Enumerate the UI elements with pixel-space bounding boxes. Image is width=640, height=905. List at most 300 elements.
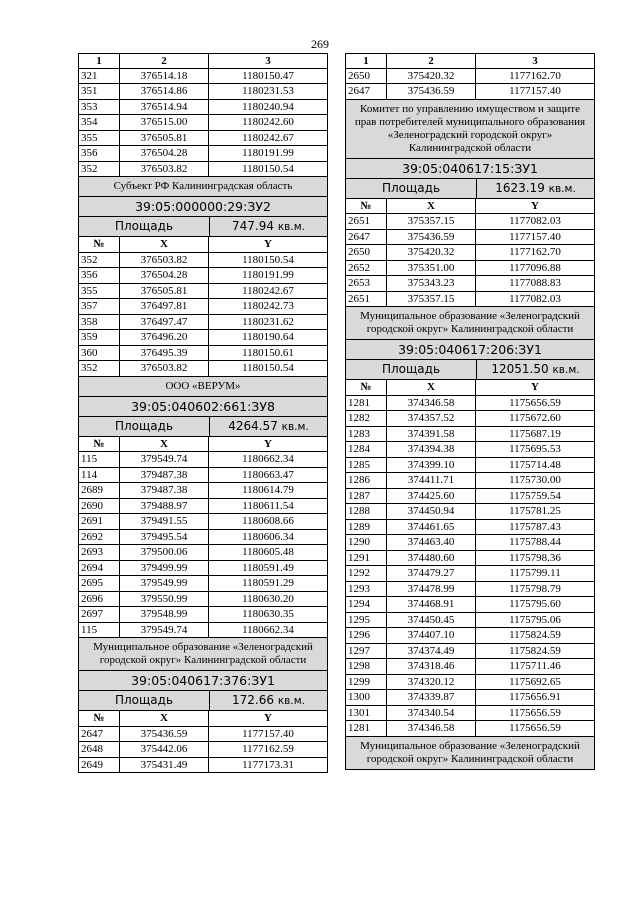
x-coordinate-cell: 379548.99 [120,607,209,622]
table-row [345,597,595,613]
x-coordinate-cell: 379549.74 [120,452,209,467]
point-number-cell: 321 [79,69,120,84]
point-number-cell: 1281 [346,721,387,736]
x-coordinate-cell: 374463.40 [387,535,476,550]
cadastral-number: 39:05:040617:15:ЗУ1 [345,159,595,179]
x-coordinate-cell: 375436.59 [387,230,476,245]
y-coordinate-cell: 1180662.34 [242,623,294,636]
table-row [78,530,328,546]
table-row [345,551,595,567]
area-unit: кв.м. [548,182,576,195]
x-coordinate-cell: 379549.99 [120,576,209,591]
y-coordinate-cell: 1177157.40 [509,230,561,243]
table-row [345,520,595,536]
coordinate-header-row [78,437,328,453]
area-value-cell [210,417,327,436]
x-coordinate-cell: 374450.94 [387,504,476,519]
x-coordinate-cell: 375343.23 [387,276,476,291]
table-row [345,276,595,292]
area-value-cell [477,360,594,379]
table-row [78,592,328,608]
right-column [345,53,595,770]
table-row [345,644,595,660]
y-coordinate-cell: 1175798.79 [509,582,561,595]
y-coordinate-cell: 1180150.47 [242,69,294,82]
x-coordinate-cell: 2 [387,54,476,68]
x-coordinate-cell: 375431.49 [120,758,209,773]
y-coordinate-cell: Y [264,437,272,450]
table-row [345,69,595,85]
y-coordinate-cell: 1180190.64 [242,331,294,343]
point-number-cell: 2650 [346,245,387,260]
y-coordinate-cell: 1175692.65 [509,675,561,688]
x-coordinate-cell: 376514.94 [120,100,209,115]
table-row [78,284,328,300]
y-coordinate-cell: 1180191.99 [242,147,294,159]
table-row [78,315,328,331]
y-coordinate-cell: 1180605.48 [242,546,294,558]
x-coordinate-cell: 376497.81 [120,299,209,314]
x-coordinate-cell: 374479.27 [387,566,476,581]
x-coordinate-cell: 375436.59 [120,727,209,742]
y-coordinate-cell: 1175730.00 [509,474,561,486]
y-coordinate-cell: 1177173.31 [242,758,294,771]
x-coordinate-cell: X [120,237,209,252]
point-number-cell: 2690 [79,499,120,514]
x-coordinate-cell: 374411.71 [387,473,476,488]
x-coordinate-cell: 375436.59 [387,84,476,99]
point-number-cell: 2693 [79,545,120,560]
x-coordinate-cell: 379488.97 [120,499,209,514]
y-coordinate-cell: 1180614.79 [242,484,294,496]
cadastral-number: 39:05:040602:661:ЗУ8 [78,397,328,417]
cadastral-number: 39:05:000000:29:ЗУ2 [78,197,328,217]
table-row [78,742,328,758]
point-number-cell: 358 [79,315,120,330]
y-coordinate-cell: 1180630.35 [242,608,294,620]
table-row [345,396,595,412]
x-coordinate-cell: 376514.86 [120,84,209,99]
point-number-cell: 1290 [346,535,387,550]
table-row [78,514,328,530]
point-number-cell: 356 [79,268,120,283]
point-number-cell: 2648 [79,742,120,757]
y-coordinate-cell: 1175759.54 [509,489,561,502]
y-coordinate-cell: 1175824.59 [509,629,561,641]
point-number-cell: 360 [79,346,120,361]
y-coordinate-cell: 1180150.54 [242,253,294,266]
area-value: 12051.50 [491,362,549,376]
table-row [78,330,328,346]
point-number-cell: 2647 [346,230,387,245]
point-number-cell: 2694 [79,561,120,576]
left-column [78,53,328,773]
x-coordinate-cell: 374318.46 [387,659,476,674]
x-coordinate-cell: 376505.81 [120,131,209,146]
table-row [78,758,328,774]
y-coordinate-cell: 1180242.67 [242,284,294,297]
y-coordinate-cell: 1177162.70 [509,69,561,82]
table-row [78,268,328,284]
x-coordinate-cell: 376514.18 [120,69,209,84]
x-coordinate-cell: 374399.10 [387,458,476,473]
y-coordinate-cell: 1180191.99 [242,269,294,281]
x-coordinate-cell: 374320.12 [387,675,476,690]
x-coordinate-cell: 374450.45 [387,613,476,628]
x-coordinate-cell: 376504.28 [120,268,209,283]
x-coordinate-cell: 376503.82 [120,253,209,268]
y-coordinate-cell: 1180611.54 [242,499,294,512]
owner-heading: Муниципальное образование «Зеленоградский городской округ» Калининградской области [345,737,595,770]
x-coordinate-cell: 374357.52 [387,411,476,426]
table-row [78,452,328,468]
point-number-cell: 355 [79,284,120,299]
y-coordinate-cell: Y [264,238,272,250]
y-coordinate-cell: 1180608.66 [242,515,294,527]
area-unit: кв.м. [552,364,580,376]
x-coordinate-cell: 2 [120,54,209,68]
table-row [78,576,328,592]
point-number-cell: 352 [79,162,120,177]
point-number-cell: 114 [79,468,120,483]
point-number-cell: 2653 [346,276,387,291]
y-coordinate-cell: 1180150.61 [242,346,294,359]
coordinate-header-row [78,711,328,727]
x-coordinate-cell: 374346.58 [387,396,476,411]
area-row [78,217,328,237]
x-coordinate-cell: 374339.87 [387,690,476,705]
y-coordinate-cell: 1180231.62 [242,315,294,328]
point-number-cell: 352 [79,253,120,268]
coordinate-header-row [345,380,595,396]
table-row [345,458,595,474]
x-coordinate-cell: X [387,380,476,395]
y-coordinate-cell: Y [531,199,539,212]
table-row [345,628,595,644]
point-number-cell: № [346,380,387,395]
table-row [345,582,595,598]
table-row [78,299,328,315]
y-coordinate-cell: 1175711.46 [509,660,561,672]
page-number: 269 [311,37,329,51]
y-coordinate-cell: Y [531,381,539,393]
area-value-cell [477,179,594,198]
owner-heading: Субъект РФ Калининградская область [78,177,328,197]
owner-heading: Муниципальное образование «Зеленоградский городской округ» Калининградской области [345,307,595,340]
owner-heading: Муниципальное образование «Зеленоградский городской округ» Калининградской области [78,638,328,671]
x-coordinate-cell: 379550.99 [120,592,209,607]
point-number-cell: 1289 [346,520,387,535]
y-coordinate-cell: 1175798.36 [509,551,561,564]
y-coordinate-cell: 1180606.34 [242,530,294,543]
area-label: Площадь [79,417,210,436]
y-coordinate-cell: 1175788.44 [509,536,561,548]
point-number-cell: 1293 [346,582,387,597]
area-row [345,179,595,199]
point-number-cell: 355 [79,131,120,146]
y-coordinate-cell: 1175795.60 [509,598,561,610]
table-row [78,468,328,484]
point-number-cell: 1281 [346,396,387,411]
point-number-cell: 1292 [346,566,387,581]
table-row [345,566,595,582]
coordinate-header-row [78,237,328,253]
cadastral-number: 39:05:040617:376:ЗУ1 [78,671,328,691]
table-row [78,346,328,362]
point-number-cell: 356 [79,146,120,161]
area-unit: кв.м. [277,221,305,233]
x-coordinate-cell: 374340.54 [387,706,476,721]
point-number-cell: 2691 [79,514,120,529]
point-number-cell: 2689 [79,483,120,498]
table-row [345,690,595,706]
point-number-cell: 1288 [346,504,387,519]
y-coordinate-cell: 1180242.73 [242,300,294,312]
point-number-cell: 1300 [346,690,387,705]
area-label: Площадь [79,691,210,710]
y-coordinate-cell: 1175787.43 [509,520,561,533]
x-coordinate-cell: X [120,711,209,726]
table-row [78,253,328,269]
point-number-cell: 1285 [346,458,387,473]
x-coordinate-cell: 374394.38 [387,442,476,457]
y-coordinate-cell: 1175672.60 [509,412,561,424]
y-coordinate-cell: 1177162.59 [242,743,294,755]
point-number-cell: 115 [79,623,120,638]
table-row [345,214,595,230]
y-coordinate-cell: 1180663.47 [242,468,294,481]
y-coordinate-cell: 1177088.83 [509,277,561,289]
y-coordinate-cell: 1180150.54 [242,162,294,175]
x-coordinate-cell: 379500.06 [120,545,209,560]
table-row [78,483,328,499]
table-row [345,261,595,277]
table-row [78,545,328,561]
y-coordinate-cell: 1175714.48 [509,458,561,471]
point-number-cell: № [79,237,120,252]
y-coordinate-cell: 1175687.19 [509,427,561,440]
point-number-cell: 2649 [79,758,120,773]
table-row [345,442,595,458]
area-value: 747.94 [232,219,275,233]
point-number-cell: 2696 [79,592,120,607]
point-number-cell: 2651 [346,292,387,307]
table-row [345,411,595,427]
table-row [78,607,328,623]
x-coordinate-cell: 376504.28 [120,146,209,161]
table-row [78,727,328,743]
y-coordinate-cell: 1177082.03 [509,292,561,305]
point-number-cell: 1295 [346,613,387,628]
area-label: Площадь [346,179,477,198]
table-row [345,613,595,629]
cadastral-number: 39:05:040617:206:ЗУ1 [345,340,595,360]
y-coordinate-cell: 1180630.20 [242,592,294,605]
y-coordinate-cell: 1177096.88 [509,261,561,274]
x-coordinate-cell: 376496.20 [120,330,209,345]
x-coordinate-cell: 375357.15 [387,292,476,307]
point-number-cell: 1287 [346,489,387,504]
x-coordinate-cell: 376497.47 [120,315,209,330]
table-row [78,131,328,147]
point-number-cell: 2647 [346,84,387,99]
table-row [78,100,328,116]
point-number-cell: 351 [79,84,120,99]
table-row [345,659,595,675]
y-coordinate-cell: 3 [532,55,538,67]
x-coordinate-cell: 379495.54 [120,530,209,545]
table-row [345,292,595,308]
x-coordinate-cell: X [120,437,209,452]
point-number-cell: № [79,437,120,452]
x-coordinate-cell: 374468.91 [387,597,476,612]
point-number-cell: 1282 [346,411,387,426]
x-coordinate-cell: 374391.58 [387,427,476,442]
x-coordinate-cell: 379499.99 [120,561,209,576]
table-row [345,427,595,443]
owner-heading: Комитет по управлению имуществом и защите прав потребителей муниципального образования «Зеленоградский городской округ» Калининградской области [345,100,595,159]
point-number-cell: 2652 [346,261,387,276]
x-coordinate-cell: 374478.99 [387,582,476,597]
area-value: 1623.19 [495,180,545,195]
point-number-cell: 357 [79,299,120,314]
y-coordinate-cell: 3 [265,55,271,67]
point-number-cell: 1301 [346,706,387,721]
y-coordinate-cell: 1175795.06 [509,613,561,626]
area-value: 172.66 [232,693,275,707]
y-coordinate-cell: 1180150.54 [242,362,294,374]
table-row [345,721,595,737]
y-coordinate-cell: 1175656.91 [509,691,561,703]
y-coordinate-cell: 1180662.34 [242,453,294,465]
y-coordinate-cell: 1180242.60 [242,116,294,128]
y-coordinate-cell: 1177157.40 [242,727,294,740]
area-unit: кв.м. [277,695,305,707]
y-coordinate-cell: 1175656.59 [509,722,561,734]
point-number-cell: 2651 [346,214,387,229]
x-coordinate-cell: 376505.81 [120,284,209,299]
x-coordinate-cell: 376503.82 [120,361,209,376]
x-coordinate-cell: 374407.10 [387,628,476,643]
table-row [345,84,595,100]
point-number-cell: 2697 [79,607,120,622]
table-row [78,561,328,577]
table-row [78,623,328,639]
x-coordinate-cell: 379487.38 [120,483,209,498]
y-coordinate-cell: 1177082.03 [509,215,561,227]
x-coordinate-cell: 374461.65 [387,520,476,535]
point-number-cell: 1299 [346,675,387,690]
area-row [78,417,328,437]
y-coordinate-cell: 1180591.29 [242,577,294,589]
x-coordinate-cell: 375442.06 [120,742,209,757]
point-number-cell: 2650 [346,69,387,84]
point-number-cell: 1291 [346,551,387,566]
point-number-cell: 353 [79,100,120,115]
point-number-cell: 1296 [346,628,387,643]
x-coordinate-cell: 375357.15 [387,214,476,229]
x-coordinate-cell: 375351.00 [387,261,476,276]
table-row [78,499,328,515]
table-row [78,84,328,100]
right-table [345,53,595,770]
point-number-cell: 1284 [346,442,387,457]
table-row [345,473,595,489]
y-coordinate-cell: 1180231.53 [242,85,294,97]
y-coordinate-cell: 1175781.25 [509,505,561,517]
point-number-cell: 1 [346,54,387,68]
point-number-cell: 2695 [79,576,120,591]
point-number-cell: 1283 [346,427,387,442]
area-value: 4264.57 [228,418,278,433]
table-row [78,146,328,162]
area-value-cell [210,691,327,710]
owner-heading: ООО «ВЕРУМ» [78,377,328,397]
area-unit: кв.м. [281,420,309,433]
point-number-cell: 1286 [346,473,387,488]
table-row [345,245,595,261]
y-coordinate-cell: 1175799.11 [509,567,561,579]
y-coordinate-cell: 1180240.94 [242,100,294,113]
table-row [78,69,328,85]
table-row [345,489,595,505]
point-number-cell: 1294 [346,597,387,612]
table-row [345,535,595,551]
area-label: Площадь [346,360,477,379]
y-coordinate-cell: 1175695.53 [509,443,561,455]
column-number-header-row [78,53,328,69]
y-coordinate-cell: 1175656.59 [509,396,561,409]
x-coordinate-cell: 374425.60 [387,489,476,504]
point-number-cell: 2647 [79,727,120,742]
point-number-cell: 115 [79,452,120,467]
y-coordinate-cell: 1177162.70 [509,246,561,258]
table-row [345,675,595,691]
y-coordinate-cell: 1180591.49 [242,561,294,574]
area-label: Площадь [79,217,210,236]
x-coordinate-cell: 374480.60 [387,551,476,566]
point-number-cell: 1297 [346,644,387,659]
x-coordinate-cell: 376495.39 [120,346,209,361]
x-coordinate-cell: 379491.55 [120,514,209,529]
point-number-cell: 2692 [79,530,120,545]
coordinate-header-row [345,199,595,215]
y-coordinate-cell: Y [264,712,272,724]
x-coordinate-cell: 374374.49 [387,644,476,659]
x-coordinate-cell: X [387,199,476,214]
point-number-cell: № [346,199,387,214]
area-value-cell [210,217,327,236]
table-row [345,230,595,246]
point-number-cell: № [79,711,120,726]
y-coordinate-cell: 1175656.59 [509,706,561,719]
point-number-cell: 359 [79,330,120,345]
point-number-cell: 354 [79,115,120,130]
x-coordinate-cell: 376503.82 [120,162,209,177]
table-row [78,115,328,131]
table-row [345,504,595,520]
x-coordinate-cell: 379487.38 [120,468,209,483]
area-row [345,360,595,380]
point-number-cell: 1 [79,54,120,68]
table-row [78,162,328,178]
x-coordinate-cell: 379549.74 [120,623,209,638]
point-number-cell: 352 [79,361,120,376]
left-table [78,53,328,773]
table-row [78,361,328,377]
y-coordinate-cell: 1177157.40 [509,85,561,97]
column-number-header-row [345,53,595,69]
